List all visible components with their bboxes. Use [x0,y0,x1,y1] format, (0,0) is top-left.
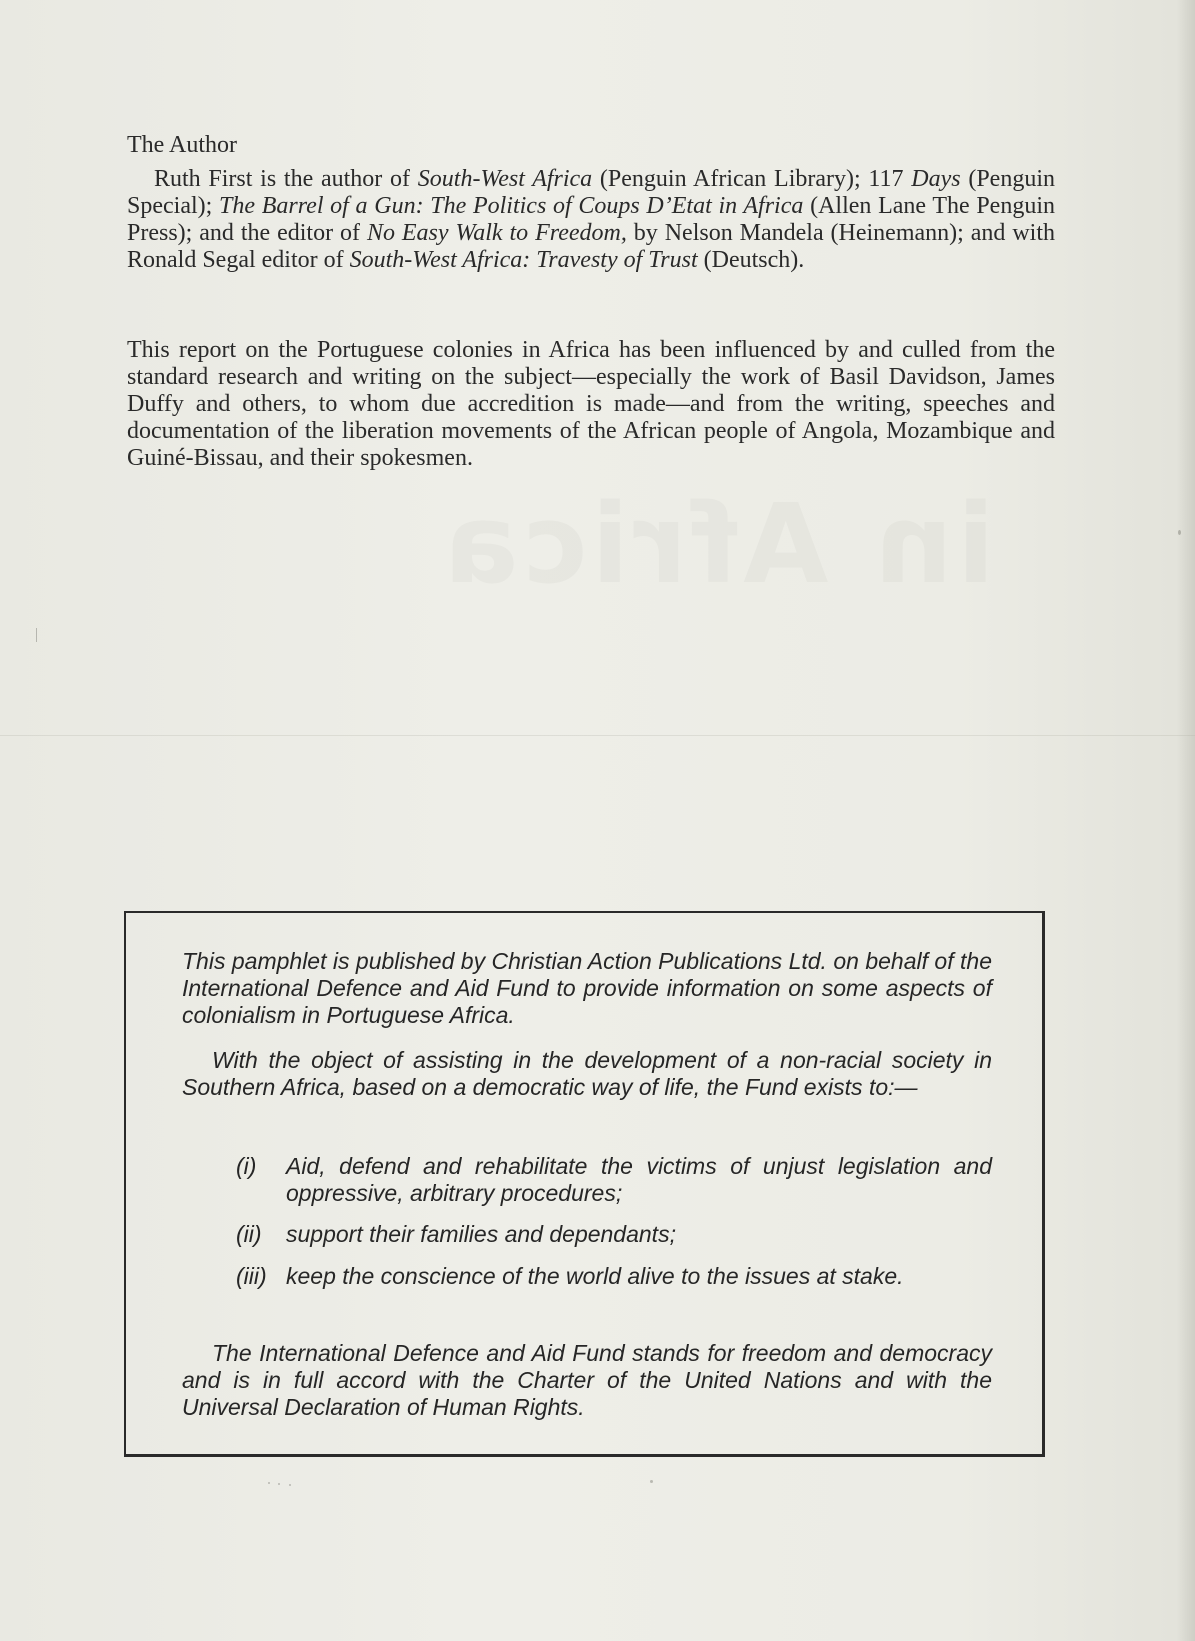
aim-text: Aid, defend and rehabilitate the victims of unjust legislation and oppressive, arbitrary procedures; [286,1153,992,1206]
bio-title-segment: South-West Africa: Travesty of Trust [349,247,698,273]
bio-title-segment: Days [911,166,961,192]
closing-paragraph: The International Defence and Aid Fund stands for freedom and democracy and is in full accord with the Charter of the United Nations and with the Universal Declaration of Human Rights. [182,1340,992,1420]
bio-title-segment: No Easy Walk to Freedom, [366,220,627,246]
paper-speck [278,1483,280,1485]
bio-text-segment: (Deutsch). [697,247,805,273]
paper-speck [1178,530,1181,535]
paper-speck [650,1480,653,1483]
fold-line [0,735,1195,736]
bio-text-segment: by Nelson Mandela (Heinemann); and with Ronald Segal editor of [127,220,1056,273]
publisher-paragraph: This pamphlet is published by Christian Action Publications Ltd. on behalf of the International Defence and Aid Fund to provide information on some aspects of colonialism in Portuguese Africa. [182,948,992,1028]
page-edge-shadow [1177,0,1195,1641]
aim-marker: (ii) [236,1221,262,1247]
paper-speck [36,628,37,642]
bio-title-segment: The Barrel of a Gun: The Politics of Coups D’Etat in Africa [219,193,804,219]
fund-object-paragraph: With the object of assisting in the development of a non-racial society in Southern Africa, based on a democratic way of life, the Fund exists to:— [182,1047,992,1100]
bio-text-segment: (Penguin African Library); 117 [592,166,912,192]
paper-speck [268,1482,270,1484]
author-bio [127,166,1055,274]
bio-text-segment: Ruth First is the author of [154,166,418,192]
aim-marker: (i) [236,1153,257,1179]
bio-text-segment: (Penguin Special); [127,166,1055,219]
aim-text: support their families and dependants; [286,1221,676,1247]
show-through-ghost [440,480,995,608]
aim-marker: (iii) [236,1263,267,1289]
bio-text-segment: (Allen Lane The Penguin Press); and the editor of [127,193,1055,246]
aim-item [236,1263,992,1290]
notice-box [124,911,1045,1457]
author-heading: The Author [127,132,237,158]
aim-text: keep the conscience of the world alive to the issues at stake. [286,1263,904,1289]
paper-speck [289,1484,291,1486]
report-paragraph: This report on the Portuguese colonies in Africa has been influenced by and culled from the standard research and writing on the subject—especially the work of Basil Davidson, James Duffy and others, to whom due accredition is made—and from the writing, speeches and documentation of the liberation movements of the African people of Angola, Mozambique and Guiné-Bissau, and their spokesmen. [127,337,1055,471]
aim-item [236,1221,992,1248]
bio-title-segment: South-West Africa [417,166,593,192]
aim-item [236,1153,992,1207]
